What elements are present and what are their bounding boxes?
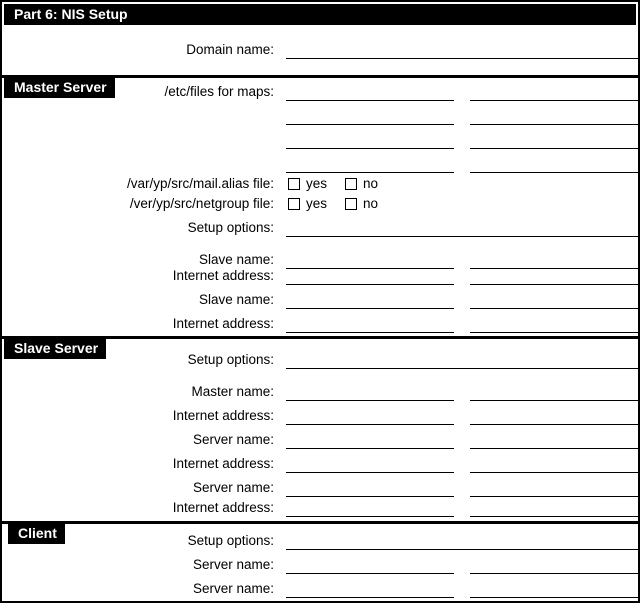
label-slave-name-1: Slave name: — [198, 252, 274, 267]
input-slave-internet-address-1b[interactable] — [470, 424, 638, 425]
input-slave-name-2b[interactable] — [470, 308, 638, 309]
input-slave-internet-address-3b[interactable] — [470, 516, 638, 517]
input-slave-internet-address-2[interactable] — [286, 472, 454, 473]
input-etc-files-maps[interactable] — [470, 148, 638, 149]
input-slave-server-name-1b[interactable] — [470, 448, 638, 449]
input-domain-name[interactable] — [286, 58, 638, 59]
label-mail-alias-file: /var/yp/src/mail.alias file: — [126, 176, 274, 191]
input-slave-server-name-2[interactable] — [286, 496, 454, 497]
input-master-name-b[interactable] — [470, 400, 638, 401]
label-client-server-name-1: Server name: — [192, 557, 274, 572]
checkbox-option-netgroup-no[interactable] — [345, 196, 378, 211]
divider-client — [2, 521, 638, 524]
label-slave-server-name-2: Server name: — [192, 480, 274, 495]
input-slave-server-name-1[interactable] — [286, 448, 454, 449]
label-domain-name: Domain name: — [186, 42, 274, 57]
input-master-internet-address-2b[interactable] — [470, 332, 638, 333]
page-title: Part 6: NIS Setup — [14, 6, 128, 22]
input-etc-files-maps[interactable] — [470, 100, 638, 101]
label-master-internet-address-2: Internet address: — [172, 316, 274, 331]
input-slave-internet-address-1[interactable] — [286, 424, 454, 425]
input-master-name[interactable] — [286, 400, 454, 401]
checkbox-icon[interactable] — [345, 178, 357, 190]
checkbox-icon[interactable] — [345, 198, 357, 210]
checkbox-option-mail-alias-no[interactable] — [345, 176, 378, 191]
checkbox-group-netgroup — [288, 196, 396, 211]
input-master-internet-address-1[interactable] — [286, 284, 454, 285]
label-slave-internet-address-1: Internet address: — [172, 408, 274, 423]
checkbox-label-yes: yes — [306, 196, 328, 211]
checkbox-icon[interactable] — [288, 178, 300, 190]
input-client-setup-options[interactable] — [286, 549, 638, 550]
checkbox-option-netgroup-yes[interactable] — [288, 196, 327, 211]
input-slave-internet-address-3[interactable] — [286, 516, 454, 517]
label-netgroup-file: /ver/yp/src/netgroup file: — [129, 196, 274, 211]
input-master-internet-address-2[interactable] — [286, 332, 454, 333]
label-slave-internet-address-3: Internet address: — [172, 500, 274, 515]
label-etc-files-for-maps: /etc/files for maps: — [164, 84, 274, 99]
label-client-server-name-2: Server name: — [192, 581, 274, 596]
section-label-slave-server: Slave Server — [14, 340, 99, 356]
input-etc-files-maps[interactable] — [470, 172, 638, 173]
input-etc-files-maps[interactable] — [470, 124, 638, 125]
input-slave-server-name-2b[interactable] — [470, 496, 638, 497]
input-master-setup-options[interactable] — [286, 236, 638, 237]
input-client-server-name-1b[interactable] — [470, 573, 638, 574]
label-client-setup-options: Setup options: — [187, 533, 274, 548]
input-slave-name-1b[interactable] — [470, 268, 638, 269]
input-slave-name-1[interactable] — [286, 268, 454, 269]
label-slave-internet-address-2: Internet address: — [172, 456, 274, 471]
section-label-client: Client — [18, 525, 57, 541]
checkbox-label-no: no — [363, 176, 379, 191]
input-client-server-name-1[interactable] — [286, 573, 454, 574]
input-slave-name-2[interactable] — [286, 308, 454, 309]
checkbox-group-mail-alias — [288, 176, 396, 191]
input-etc-files-maps[interactable] — [286, 148, 454, 149]
checkbox-label-no: no — [363, 196, 379, 211]
label-slave-name-2: Slave name: — [198, 292, 274, 307]
input-etc-files-maps[interactable] — [286, 172, 454, 173]
input-etc-files-maps[interactable] — [286, 124, 454, 125]
input-client-server-name-2[interactable] — [286, 597, 454, 598]
input-slave-setup-options[interactable] — [286, 368, 638, 369]
label-slave-server-name-1: Server name: — [192, 432, 274, 447]
input-client-server-name-2b[interactable] — [470, 597, 638, 598]
checkbox-option-mail-alias-yes[interactable] — [288, 176, 327, 191]
checkbox-icon[interactable] — [288, 198, 300, 210]
checkbox-label-yes: yes — [306, 176, 328, 191]
input-master-internet-address-1b[interactable] — [470, 284, 638, 285]
section-label-master-server: Master Server — [14, 79, 107, 95]
input-etc-files-maps[interactable] — [286, 100, 454, 101]
form-title-bar — [4, 4, 636, 25]
label-master-internet-address-1: Internet address: — [172, 268, 274, 283]
input-slave-internet-address-2b[interactable] — [470, 472, 638, 473]
label-master-name: Master name: — [191, 384, 274, 399]
label-master-setup-options: Setup options: — [187, 220, 274, 235]
label-slave-setup-options: Setup options: — [187, 352, 274, 367]
